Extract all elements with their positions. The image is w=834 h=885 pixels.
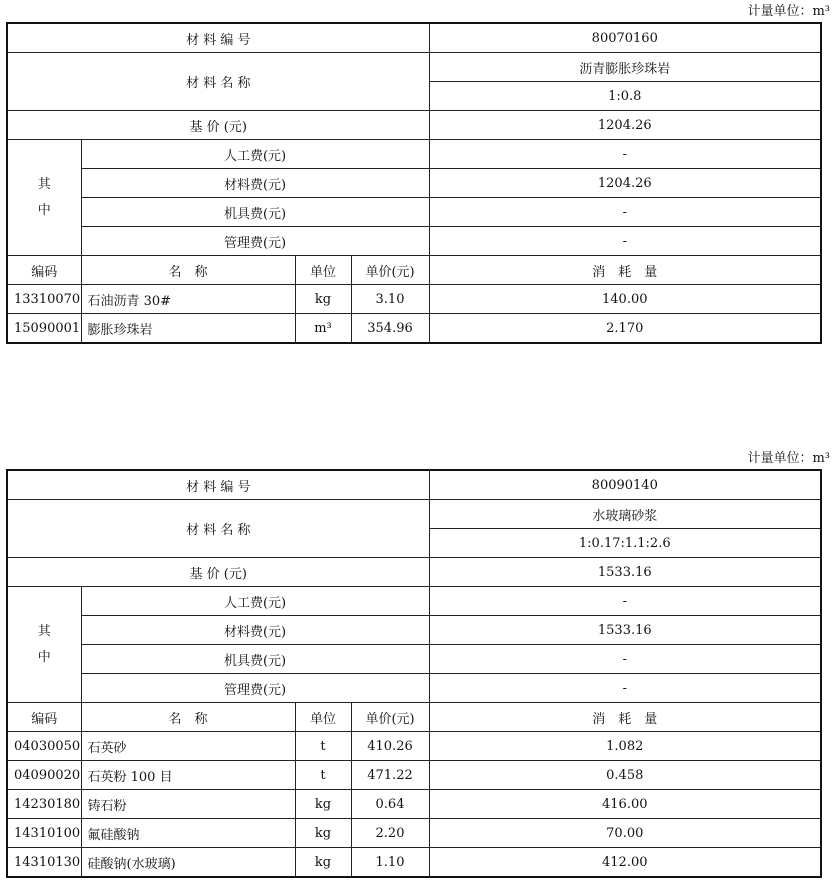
item-price: 410.26 xyxy=(351,732,429,761)
header-code: 编码 xyxy=(7,256,81,285)
item-name: 氟硅酸钠 xyxy=(81,819,295,848)
cost-row xyxy=(7,227,821,256)
qizhong-char-2: 中 xyxy=(37,649,51,665)
item-price: 3.10 xyxy=(351,285,429,314)
base-price-label: 基 价 (元) xyxy=(7,111,429,140)
item-name: 石英粉 100 目 xyxy=(81,761,295,790)
base-price-row xyxy=(7,558,821,587)
qizhong-label xyxy=(7,140,81,256)
base-price: 1204.26 xyxy=(429,111,821,140)
cost-value: 1533.16 xyxy=(429,616,821,645)
material-code-row xyxy=(7,470,821,500)
cost-value: - xyxy=(429,227,821,256)
item-name: 石油沥青 30# xyxy=(81,285,295,314)
unit-label: 计量单位：m³ xyxy=(747,4,830,19)
item-code: 13310070 xyxy=(7,285,81,314)
cost-label: 材料费(元) xyxy=(81,169,429,198)
material-name: 水玻璃砂浆 xyxy=(429,500,821,529)
item-name: 硅酸钠(水玻璃) xyxy=(81,848,295,878)
item-name: 石英砂 xyxy=(81,732,295,761)
table-row xyxy=(7,285,821,314)
material-name-label: 材 料 名 称 xyxy=(7,53,429,111)
qizhong-label xyxy=(7,587,81,703)
material-name-label: 材 料 名 称 xyxy=(7,500,429,558)
cost-value: - xyxy=(429,587,821,616)
item-qty: 412.00 xyxy=(429,848,821,878)
header-unit: 单位 xyxy=(295,256,351,285)
header-code: 编码 xyxy=(7,703,81,732)
material-name-row xyxy=(7,500,821,529)
cost-label: 材料费(元) xyxy=(81,616,429,645)
header-price: 单价(元) xyxy=(351,256,429,285)
header-row xyxy=(7,256,821,285)
cost-label: 机具费(元) xyxy=(81,198,429,227)
quota-table xyxy=(6,469,822,878)
cost-value: 1204.26 xyxy=(429,169,821,198)
item-price: 471.22 xyxy=(351,761,429,790)
cost-label: 管理费(元) xyxy=(81,227,429,256)
item-code: 04030050 xyxy=(7,732,81,761)
table-row xyxy=(7,761,821,790)
cost-value: - xyxy=(429,198,821,227)
quota-table xyxy=(6,22,822,344)
material-code-label: 材 料 编 号 xyxy=(7,23,429,53)
cost-label: 人工费(元) xyxy=(81,587,429,616)
header-price: 单价(元) xyxy=(351,703,429,732)
material-name-row xyxy=(7,53,821,82)
cost-row xyxy=(7,140,821,169)
item-price: 354.96 xyxy=(351,314,429,344)
cost-value: - xyxy=(429,674,821,703)
table-row xyxy=(7,848,821,878)
item-name: 铸石粉 xyxy=(81,790,295,819)
cost-value: - xyxy=(429,645,821,674)
table-row xyxy=(7,732,821,761)
item-name: 膨胀珍珠岩 xyxy=(81,314,295,344)
item-code: 14310130 xyxy=(7,848,81,878)
material-code: 80090140 xyxy=(429,470,821,500)
item-qty: 2.170 xyxy=(429,314,821,344)
item-unit: m³ xyxy=(295,314,351,344)
item-qty: 70.00 xyxy=(429,819,821,848)
header-qty: 消 耗 量 xyxy=(429,703,821,732)
table-row xyxy=(7,819,821,848)
cost-row xyxy=(7,616,821,645)
item-price: 1.10 xyxy=(351,848,429,878)
item-unit: kg xyxy=(295,819,351,848)
item-code: 14310100 xyxy=(7,819,81,848)
material-spec: 1:0.8 xyxy=(429,82,821,111)
cost-label: 人工费(元) xyxy=(81,140,429,169)
cost-label: 机具费(元) xyxy=(81,645,429,674)
table-row xyxy=(7,314,821,344)
cost-label: 管理费(元) xyxy=(81,674,429,703)
header-unit: 单位 xyxy=(295,703,351,732)
item-code: 04090020 xyxy=(7,761,81,790)
header-name: 名 称 xyxy=(81,703,295,732)
item-price: 0.64 xyxy=(351,790,429,819)
qizhong-char-2: 中 xyxy=(37,202,51,218)
material-spec: 1:0.17:1.1:2.6 xyxy=(429,529,821,558)
cost-row xyxy=(7,198,821,227)
item-qty: 140.00 xyxy=(429,285,821,314)
base-price: 1533.16 xyxy=(429,558,821,587)
item-qty: 0.458 xyxy=(429,761,821,790)
item-qty: 416.00 xyxy=(429,790,821,819)
item-unit: t xyxy=(295,732,351,761)
item-code: 14230180 xyxy=(7,790,81,819)
qizhong-char-1: 其 xyxy=(37,623,51,639)
base-price-row xyxy=(7,111,821,140)
table-row xyxy=(7,790,821,819)
header-name: 名 称 xyxy=(81,256,295,285)
cost-value: - xyxy=(429,140,821,169)
item-unit: kg xyxy=(295,848,351,878)
item-unit: kg xyxy=(295,285,351,314)
qizhong-char-1: 其 xyxy=(37,176,51,192)
cost-row xyxy=(7,645,821,674)
material-code-label: 材 料 编 号 xyxy=(7,470,429,500)
item-price: 2.20 xyxy=(351,819,429,848)
cost-row xyxy=(7,674,821,703)
cost-row xyxy=(7,587,821,616)
item-unit: t xyxy=(295,761,351,790)
header-qty: 消 耗 量 xyxy=(429,256,821,285)
item-unit: kg xyxy=(295,790,351,819)
unit-label: 计量单位：m³ xyxy=(747,451,830,466)
material-code-row xyxy=(7,23,821,53)
item-code: 15090001 xyxy=(7,314,81,344)
material-name: 沥青膨胀珍珠岩 xyxy=(429,53,821,82)
item-qty: 1.082 xyxy=(429,732,821,761)
cost-row xyxy=(7,169,821,198)
base-price-label: 基 价 (元) xyxy=(7,558,429,587)
header-row xyxy=(7,703,821,732)
material-code: 80070160 xyxy=(429,23,821,53)
